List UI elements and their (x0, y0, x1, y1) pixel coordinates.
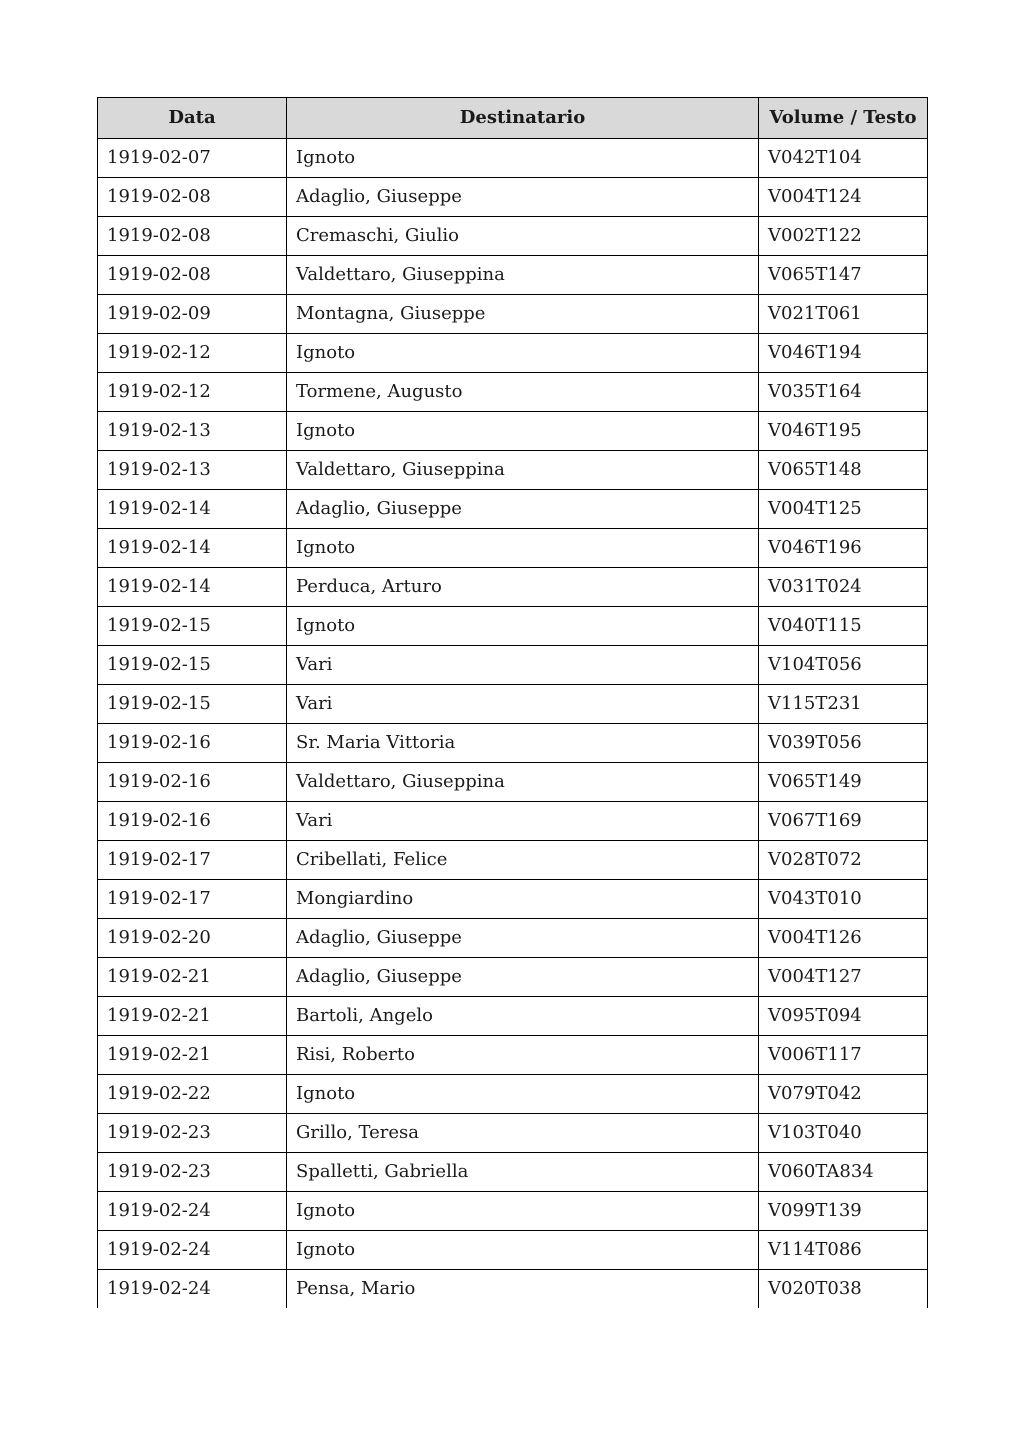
cell-recipient: Spalletti, Gabriella (287, 1153, 759, 1192)
cell-recipient: Valdettaro, Giuseppina (287, 763, 759, 802)
cell-recipient: Valdettaro, Giuseppina (287, 256, 759, 295)
cell-volume-text: V065T149 (759, 763, 928, 802)
table-row (98, 1114, 928, 1153)
cell-date: 1919-02-12 (98, 334, 287, 373)
table-row (98, 373, 928, 412)
cell-recipient: Ignoto (287, 139, 759, 178)
cell-recipient: Ignoto (287, 1075, 759, 1114)
table-row (98, 529, 928, 568)
cell-date: 1919-02-24 (98, 1270, 287, 1309)
table-row (98, 217, 928, 256)
cell-recipient: Grillo, Teresa (287, 1114, 759, 1153)
table-row (98, 334, 928, 373)
cell-date: 1919-02-17 (98, 841, 287, 880)
cell-volume-text: V004T126 (759, 919, 928, 958)
cell-date: 1919-02-21 (98, 1036, 287, 1075)
header-recipient: Destinatario (287, 98, 759, 139)
cell-recipient: Adaglio, Giuseppe (287, 919, 759, 958)
cell-volume-text: V035T164 (759, 373, 928, 412)
cell-recipient: Vari (287, 685, 759, 724)
table-row (98, 1153, 928, 1192)
cell-recipient: Perduca, Arturo (287, 568, 759, 607)
cell-volume-text: V006T117 (759, 1036, 928, 1075)
cell-volume-text: V028T072 (759, 841, 928, 880)
table-row (98, 997, 928, 1036)
correspondence-table (97, 97, 928, 1308)
cell-recipient: Vari (287, 646, 759, 685)
cell-volume-text: V114T086 (759, 1231, 928, 1270)
table-row (98, 256, 928, 295)
cell-date: 1919-02-14 (98, 568, 287, 607)
cell-volume-text: V031T024 (759, 568, 928, 607)
cell-date: 1919-02-08 (98, 178, 287, 217)
cell-recipient: Adaglio, Giuseppe (287, 958, 759, 997)
cell-volume-text: V046T196 (759, 529, 928, 568)
cell-volume-text: V004T127 (759, 958, 928, 997)
table-row (98, 451, 928, 490)
cell-recipient: Ignoto (287, 1231, 759, 1270)
cell-date: 1919-02-14 (98, 490, 287, 529)
cell-date: 1919-02-14 (98, 529, 287, 568)
cell-volume-text: V103T040 (759, 1114, 928, 1153)
table-row (98, 295, 928, 334)
cell-date: 1919-02-07 (98, 139, 287, 178)
table-row (98, 1192, 928, 1231)
cell-date: 1919-02-15 (98, 607, 287, 646)
cell-recipient: Ignoto (287, 529, 759, 568)
cell-recipient: Sr. Maria Vittoria (287, 724, 759, 763)
table-row (98, 1231, 928, 1270)
cell-volume-text: V040T115 (759, 607, 928, 646)
cell-date: 1919-02-24 (98, 1192, 287, 1231)
cell-date: 1919-02-09 (98, 295, 287, 334)
table-row (98, 178, 928, 217)
table-row (98, 1036, 928, 1075)
cell-date: 1919-02-15 (98, 646, 287, 685)
cell-recipient: Ignoto (287, 1192, 759, 1231)
table-row (98, 841, 928, 880)
cell-volume-text: V095T094 (759, 997, 928, 1036)
table-row (98, 919, 928, 958)
cell-date: 1919-02-12 (98, 373, 287, 412)
cell-volume-text: V046T194 (759, 334, 928, 373)
cell-date: 1919-02-21 (98, 958, 287, 997)
table-row (98, 568, 928, 607)
cell-recipient: Bartoli, Angelo (287, 997, 759, 1036)
cell-recipient: Ignoto (287, 412, 759, 451)
cell-recipient: Pensa, Mario (287, 1270, 759, 1309)
cell-volume-text: V004T124 (759, 178, 928, 217)
table-row (98, 880, 928, 919)
cell-volume-text: V043T010 (759, 880, 928, 919)
cell-volume-text: V099T139 (759, 1192, 928, 1231)
cell-recipient: Montagna, Giuseppe (287, 295, 759, 334)
table-row (98, 724, 928, 763)
cell-volume-text: V042T104 (759, 139, 928, 178)
cell-volume-text: V021T061 (759, 295, 928, 334)
cell-date: 1919-02-17 (98, 880, 287, 919)
table-row (98, 139, 928, 178)
cell-date: 1919-02-13 (98, 412, 287, 451)
table-row (98, 763, 928, 802)
table-row (98, 1270, 928, 1309)
cell-date: 1919-02-16 (98, 724, 287, 763)
cell-volume-text: V046T195 (759, 412, 928, 451)
cell-volume-text: V079T042 (759, 1075, 928, 1114)
cell-volume-text: V067T169 (759, 802, 928, 841)
cell-date: 1919-02-23 (98, 1153, 287, 1192)
header-date: Data (98, 98, 287, 139)
cell-volume-text: V002T122 (759, 217, 928, 256)
table-row (98, 802, 928, 841)
cell-recipient: Cremaschi, Giulio (287, 217, 759, 256)
cell-volume-text: V104T056 (759, 646, 928, 685)
cell-recipient: Vari (287, 802, 759, 841)
table-row (98, 412, 928, 451)
cell-recipient: Cribellati, Felice (287, 841, 759, 880)
table-row (98, 607, 928, 646)
cell-date: 1919-02-20 (98, 919, 287, 958)
cell-date: 1919-02-16 (98, 802, 287, 841)
cell-volume-text: V065T147 (759, 256, 928, 295)
cell-volume-text: V115T231 (759, 685, 928, 724)
cell-date: 1919-02-08 (98, 256, 287, 295)
cell-recipient: Valdettaro, Giuseppina (287, 451, 759, 490)
cell-recipient: Mongiardino (287, 880, 759, 919)
table-row (98, 685, 928, 724)
cell-date: 1919-02-21 (98, 997, 287, 1036)
cell-date: 1919-02-08 (98, 217, 287, 256)
cell-recipient: Adaglio, Giuseppe (287, 490, 759, 529)
cell-recipient: Tormene, Augusto (287, 373, 759, 412)
cell-date: 1919-02-24 (98, 1231, 287, 1270)
cell-recipient: Ignoto (287, 607, 759, 646)
cell-date: 1919-02-16 (98, 763, 287, 802)
cell-volume-text: V004T125 (759, 490, 928, 529)
table-row (98, 1075, 928, 1114)
cell-recipient: Ignoto (287, 334, 759, 373)
cell-recipient: Risi, Roberto (287, 1036, 759, 1075)
table-row (98, 646, 928, 685)
table-row (98, 958, 928, 997)
cell-date: 1919-02-22 (98, 1075, 287, 1114)
table-row (98, 490, 928, 529)
cell-volume-text: V039T056 (759, 724, 928, 763)
cell-recipient: Adaglio, Giuseppe (287, 178, 759, 217)
cell-date: 1919-02-15 (98, 685, 287, 724)
cell-volume-text: V060TA834 (759, 1153, 928, 1192)
cell-volume-text: V020T038 (759, 1270, 928, 1309)
header-row (98, 98, 928, 139)
table-header (98, 98, 928, 139)
header-volume-text: Volume / Testo (759, 98, 928, 139)
cell-volume-text: V065T148 (759, 451, 928, 490)
cell-date: 1919-02-13 (98, 451, 287, 490)
cell-date: 1919-02-23 (98, 1114, 287, 1153)
table-body (98, 139, 928, 1309)
